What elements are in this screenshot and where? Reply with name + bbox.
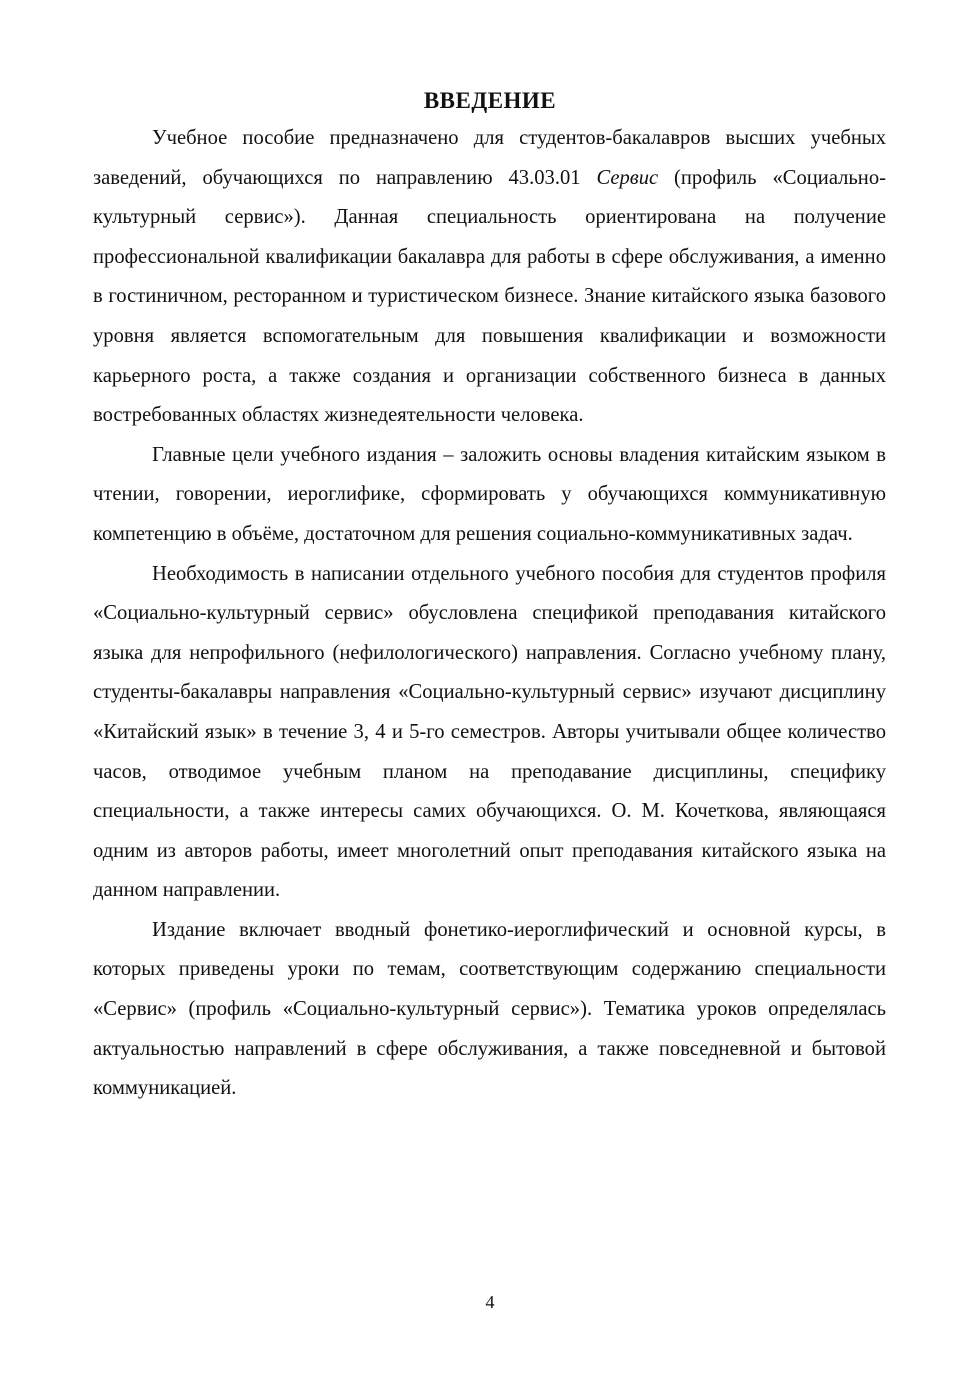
paragraph-text: Учебное пособие предназначено для студентов-бакалавров высших учебных заведений, обучающихся по направлению 43.03.01: [93, 127, 886, 189]
italic-term: Сервис: [596, 166, 659, 189]
paragraph-contents: Издание включает вводный фонетико-иероглифический и основной курсы, в которых приведены уроки по темам, соответствующим содержанию специальности «Сервис» (профиль «Социально-культурный сервис»). Тематика уроков определялась актуальностью направлений в сфере обслуживания, а также повседневной и бытовой коммуникацией.: [93, 918, 886, 1100]
page-title: ВВЕДЕНИЕ: [423, 88, 557, 113]
paragraph-goals: Главные цели учебного издания – заложить основы владения китайским языком в чтении, говорении, иероглифике, сформировать у обучающихся коммуникативную компетенцию в объёме, достаточном для решения социально-коммуникативных задач.: [93, 443, 886, 545]
paragraph-necessity: Необходимость в написании отдельного учебного пособия для студентов профиля «Социально-культурный сервис» обусловлена спецификой преподавания китайского языка для непрофильного (нефилологического) направления. Согласно учебному плану, студенты-бакалавры направления «Социально-культурный сервис» изучают дисциплину «Китайский язык» в течение 3, 4 и 5-го семестров. Авторы учитывали общее количество часов, отводимое учебным планом на преподавание дисциплины, специфику специальности, а также интересы самих обучающихся. О. М. Кочеткова, являющаяся одним из авторов работы, имеет многолетний опыт преподавания китайского языка на данном направлении.: [93, 562, 886, 902]
page-number: 4: [485, 1292, 495, 1312]
body-text: [93, 119, 886, 1109]
paragraph-purpose: [93, 119, 886, 436]
paragraph-text: (профиль «Социально-культурный сервис»). Данная специальность ориентирована на получение профессиональной квалификации бакалавра для работы в сфере обслуживания, а именно в гостиничном, ресторанном и туристическом бизнесе. Знание китайского языка базового уровня является вспомогательным для повышения квалификации и возможности карьерного роста, а также создания и организации собственного бизнеса в данных востребованных областях жизнедеятельности человека.: [93, 166, 886, 427]
